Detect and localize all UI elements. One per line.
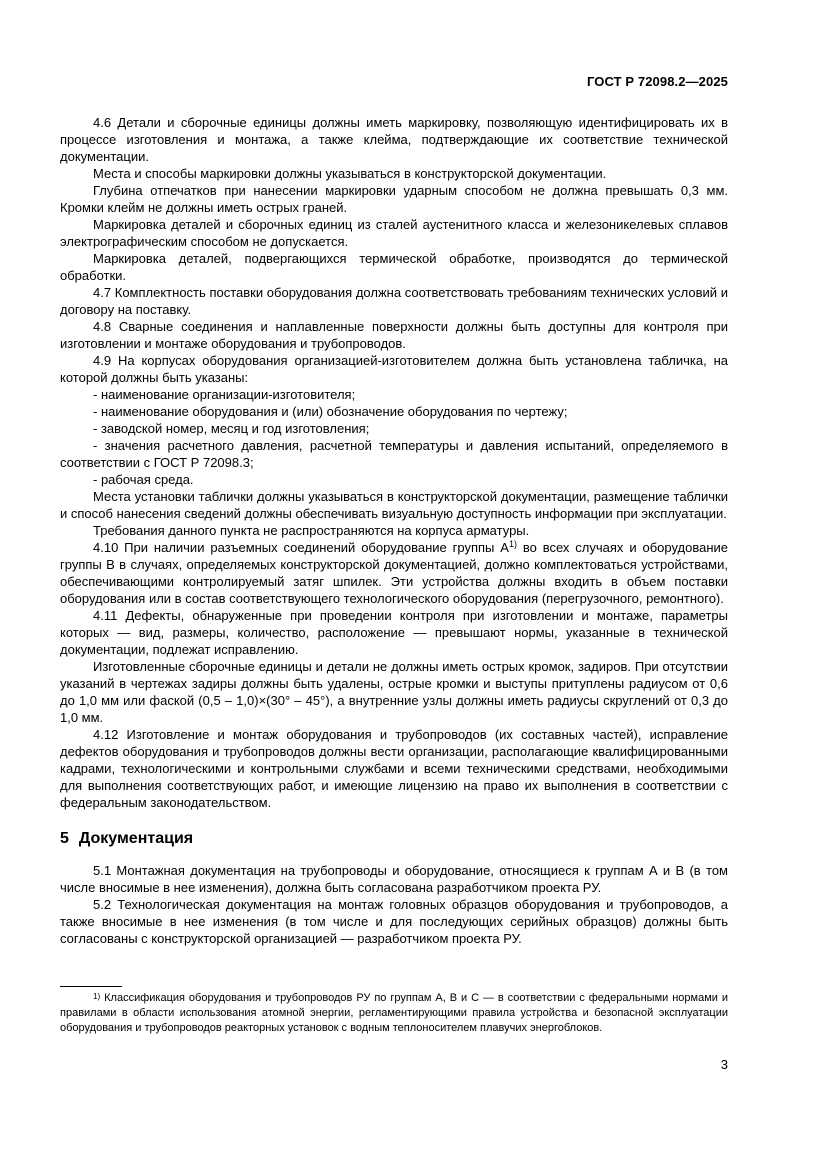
paragraph-marking-austenitic: Маркировка деталей и сборочных единиц из сталей аустенитного класса и железоникелевых сплавов электрографическим способом не допускается.: [60, 217, 728, 249]
document-header-standard: ГОСТ Р 72098.2—2025: [586, 74, 728, 89]
list-item: - заводской номер, месяц и год изготовления;: [93, 421, 370, 436]
paragraph-sharp-edges: Изготовленные сборочные единицы и детали не должны иметь острых кромок, задиров. При отсутствии указаний в чертежах задиры должны быть удалены, острые кромки и выступы притуплены радиусом от 0,6 до 1,0 мм или фаской (0,5 – 1,0)×(30° – 45°), а внутренние узлы должны иметь радиусы скруглений от 0,3 до 1,0 мм.: [60, 659, 728, 725]
paragraph-4-12: 4.12 Изготовление и монтаж оборудования и трубопроводов (их составных частей), исправление дефектов оборудования и трубопроводов должны вести организации, располагающие квалифицированными кадрами, технологическими и контрольными службами и всеми техническими средствами, необходимыми для выполнения соответствующих работ, и имеющие лицензию на право их выполнения в соответствии с федеральным законодательством.: [60, 727, 728, 810]
paragraph-marking-places: Места и способы маркировки должны указываться в конструкторской документации.: [93, 166, 607, 181]
footnote-separator: [60, 986, 122, 987]
list-item: - значения расчетного давления, расчетной температуры и давления испытаний, определяемого в соответствии с ГОСТ Р 72098.3;: [60, 438, 728, 470]
footnote-marker: 1): [93, 992, 101, 1001]
paragraph-marking-depth: Глубина отпечатков при нанесении маркировки ударным способом не должна превышать 0,3 мм. Кромки клейм не должны иметь острых граней.: [60, 183, 728, 215]
paragraph-4-10-end: во всех случаях и оборудование группы В в случаях, определяемых конструкторской документацией, должно комплектоваться устройствами, обеспечивающими контролируемый затяг шпилек. Эти устройства должны входить в объем поставки оборудования или в состав соответствующего технологического оборудования (перегрузочного, ремонтного).: [60, 540, 728, 606]
list-item: - наименование организации-изготовителя;: [93, 387, 356, 402]
paragraph-5-1: 5.1 Монтажная документация на трубопроводы и оборудование, относящиеся к группам А и В (в том числе вносимые в нее изменения), должна быть согласована разработчиком проекта РУ.: [60, 863, 728, 895]
paragraph-5-2: 5.2 Технологическая документация на монтаж головных образцов оборудования и трубопроводов, а также вносимые в нее изменения (в том числе и для последующих серийных образцов) должны быть согласованы с конструкторской организацией — разработчиком проекта РУ.: [60, 897, 728, 946]
paragraph-4-9: 4.9 На корпусах оборудования организацией-изготовителем должна быть установлена табличка, на которой должны быть указаны:: [60, 353, 728, 385]
paragraph-4-7: 4.7 Комплектность поставки оборудования должна соответствовать требованиям технических условий и договору на поставку.: [60, 285, 728, 317]
main-content: [60, 114, 728, 947]
list-item: - наименование оборудования и (или) обозначение оборудования по чертежу;: [93, 404, 568, 419]
paragraph-plate-placement: Места установки таблички должны указываться в конструкторской документации, размещение таблички и способ нанесения сведений должны обеспечивать визуальную доступность информации при эксплуатации.: [60, 489, 728, 521]
footnote-reference[interactable]: 1): [508, 539, 517, 549]
paragraph-4-6: 4.6 Детали и сборочные единицы должны иметь маркировку, позволяющую идентифицировать их в процессе изготовления и монтажа, а также клейма, подтверждающие их соответствие технической документации.: [60, 115, 728, 164]
list-item: - рабочая среда.: [93, 472, 194, 487]
paragraph-4-10: [60, 539, 728, 607]
paragraph-4-10-start: 4.10 При наличии разъемных соединений оборудование группы А: [93, 540, 509, 555]
page-number: 3: [720, 1057, 728, 1072]
footnote: [60, 991, 728, 1036]
paragraph-plate-exclusion: Требования данного пункта не распространяются на корпуса арматуры.: [93, 523, 530, 538]
paragraph-4-8: 4.8 Сварные соединения и наплавленные поверхности должны быть доступны для контроля при изготовлении и монтаже оборудования и трубопроводов.: [60, 319, 728, 351]
section-title: Документация: [78, 830, 194, 847]
paragraph-4-11: 4.11 Дефекты, обнаруженные при проведении контроля при изготовлении и монтаже, параметры которых — вид, размеры, количество, расположение — превышают нормы, указанные в технической документации, подлежат исправлению.: [60, 608, 728, 657]
section-number: 5: [60, 830, 69, 847]
paragraph-marking-heat-treatment: Маркировка деталей, подвергающихся термической обработке, производятся до термической обработки.: [60, 251, 728, 283]
footnote-text: Классификация оборудования и трубопроводов РУ по группам А, В и С — в соответствии с федеральными нормами и правилами в области использования атомной энергии, регламентирующими правила устройства и безопасной эксплуатации оборудования и трубопроводов реакторных установок с водным теплоносителем плавучих энергоблоков.: [60, 992, 728, 1034]
section-heading: [60, 828, 728, 850]
